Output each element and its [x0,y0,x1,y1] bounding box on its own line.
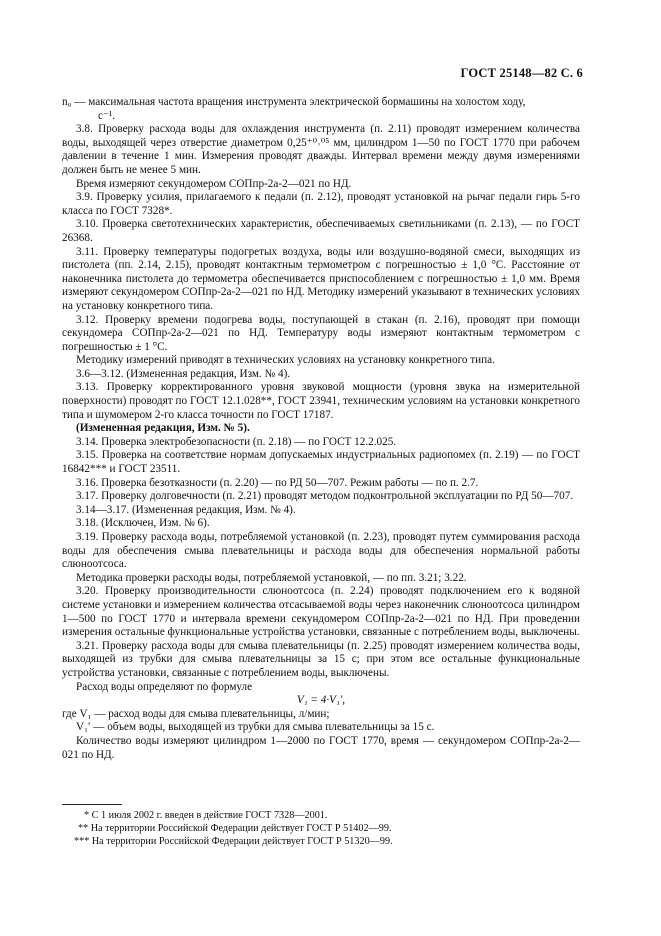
paragraph: 3.8. Проверку расхода воды для охлаждения инструмента (п. 2.11) проводят измерением количества воды, выходящей через отверстие диаметром 0,25⁺⁰˒⁰⁵ мм, цилиндром 1—50 по ГОСТ 1770 при рабочем давлении в течение 1 мин. Измерения проводят дважды. Интервал времени между двумя измерениями должен быть не менее 5 мин. [62,123,580,176]
paragraph: 3.17. Проверку долговечности (п. 2.21) проводят методом подконтрольной эксплуатации по РД 50—707. [76,490,574,503]
paragraph: 3.15. Проверка на соответствие нормам допускаемых индустриальных радиопомех (п. 2.19) — по ГОСТ 16842*** и ГОСТ 23511. [62,449,580,476]
paragraph: 3.18. (Исключен, Изм. № 6). [76,517,210,530]
paragraph: Методику измерений приводят в технических условиях на установку конкретного типа. [76,354,495,367]
paragraph: 3.20. Проверку производительности слюноотсоса (п. 2.24) проводят подключением его к водяной системе установки и измерением количества отсасываемой воды через наконечник слюноотсоса цилиндром 1—500 по ГОСТ 1770 и интервала времени секундомером СОПпр-2а-2—021 по НД. При проведении измерения остальные функциональные устройства установки, связанные с потреблением воды, выключены. [62,585,580,639]
paragraph: 3.9. Проверку усилия, прилагаемого к педали (п. 2.12), проводят установкой на рычаг педали гирь 5-го класса по ГОСТ 7328*. [62,191,580,217]
paragraph: 3.6—3.12. (Измененная редакция, Изм. № 4). [76,367,291,380]
paragraph: 3.13. Проверку корректированного уровня звуковой мощности (уровня звука на измерительной поверхности) проводят по ГОСТ 12.1.028**, ГОСТ 23941, техническим условиям на установки конкретного типа и шумомером 2-го класса точности по ГОСТ 17187. [62,381,580,421]
footnote: ** На территории Российской Федерации действует ГОСТ Р 51402—99. [78,823,392,834]
paragraph: 3.14. Проверка электробезопасности (п. 2.18) — по ГОСТ 12.2.025. [76,435,397,448]
paragraph: 3.16. Проверка безотказности (п. 2.20) — по РД 50—707. Режим работы — по п. 2.7. [76,476,479,489]
paragraph: с⁻¹. [98,109,116,122]
paragraph: 3.10. Проверка светотехнических характеристик, обеспечиваемых светильниками (п. 2.13), — по ГОСТ 26368. [62,218,580,244]
paragraph: n₀ — максимальная частота вращения инструмента электрической бормашины на холостом ходу, [62,96,526,108]
footnote: * С 1 июля 2002 г. введен в действие ГОСТ 7328—2001. [84,810,328,821]
document-body [62,96,580,762]
paragraph: (Измененная редакция, Изм. № 5). [76,422,250,435]
paragraph: 3.12. Проверку времени подогрева воды, поступающей в стакан (п. 2.16), проводят при помощи секундомера СОПпр-2а-2—021 по НД. Температуру воды измеряют контактным термометром с погрешностью ± 1 °С. [62,313,580,353]
page-header: ГОСТ 25148—82 С. 6 [460,66,583,80]
footnotes [62,809,580,848]
paragraph: 3.21. Проверку расхода воды для смыва плевательницы (п. 2.25) проводят измерением количества воды, выходящей из трубки для смыва плевательницы за 15 с; при этом все остальные функциональные устройства установки, связанные с потреблением воды, выключены. [62,639,580,679]
paragraph: Количество воды измеряют цилиндром 1—2000 по ГОСТ 1770, время — секундомером СОПпр-2а-2—021 по НД. [62,734,580,761]
paragraph: Методика проверки расходы воды, потребляемой установкой, — по пп. 3.21; 3.22. [76,571,467,584]
paragraph: Расход воды определяют по формуле [76,680,253,693]
paragraph: V₁′ — объем воды, выходящей из трубки для смыва плевательницы за 15 с. [76,721,435,734]
paragraph: V₁ = 4·V₁′, [296,694,346,707]
paragraph: 3.19. Проверку расхода воды, потребляемой установкой (п. 2.23), проводят путем суммирования расхода воды для обеспечения смыва плевательницы и расхода воды для обеспечения нормальной работы слюноотсоса. [62,531,580,571]
footnote: *** На территории Российской Федерации действует ГОСТ Р 51320—99. [74,836,393,847]
paragraph: 3.14—3.17. (Измененная редакция, Изм. № 4). [76,503,296,516]
paragraph: где V₁ — расход воды для смыва плевательницы, л/мин; [62,707,330,720]
paragraph: 3.11. Проверку температуры подогретых воздуха, воды или воздушно-водяной смеси, выходящих из пистолета (пп. 2.14, 2.15), проводят контактным термометром с погрешностью ± 1,0 °С. Расстояние от наконечника пистолета до термометра обеспечивается приспособлением с погрешностью ± 1,0 мм. Время измеряют секундомером СОПпр-2а-2—021 по НД. Методику измерений указывают в технических условиях на установку конкретного типа. [62,245,580,312]
footnote-divider [62,804,122,805]
paragraph: Время измеряют секундомером СОПпр-2а-2—021 по НД. [76,177,352,190]
